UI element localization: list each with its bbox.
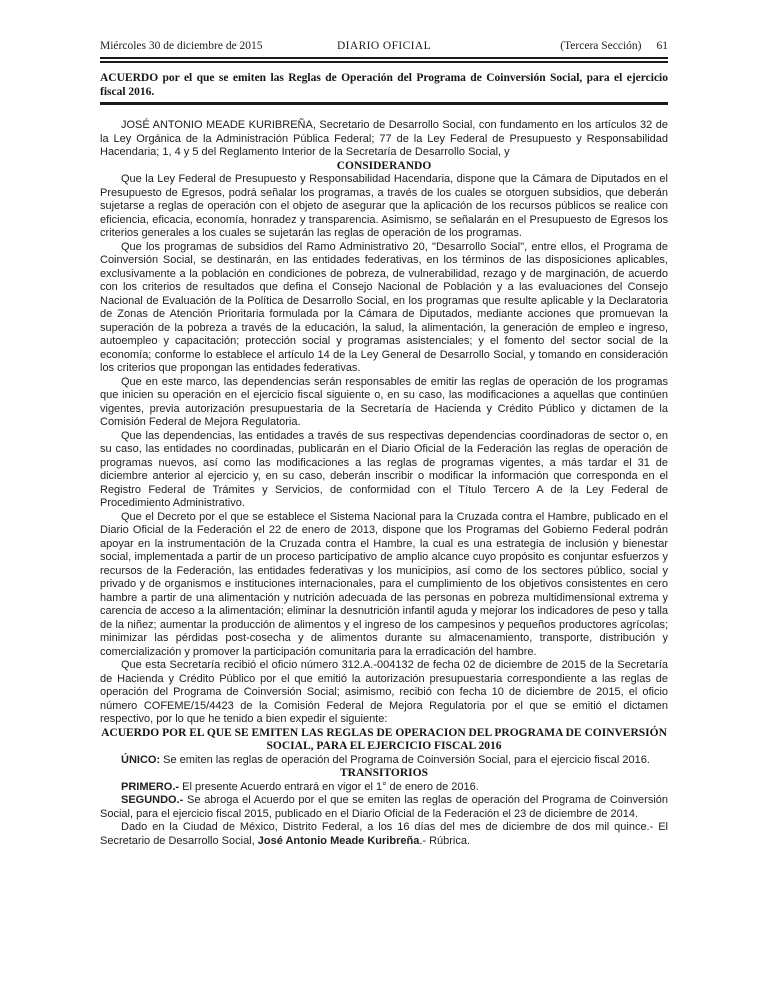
recital-paragraph: Que esta Secretaría recibió el oficio número 312.A.-004132 de fecha 02 de diciembre de 2015 de la Secretaría de Hacienda y Crédito Público por el que emitió la autorización presupuestaria correspondiente a las reglas de operación del Programa de Coinversión Social; asimismo, recibió con fecha 10 de diciembre de 2015, el oficio número COFEME/15/4423 de la Comisión Federal de Mejora Regulatoria por el que se emitió el dictamen respectivo, por lo que he tenido a bien expedir el siguiente: [100, 659, 668, 725]
primero-lead: PRIMERO.- [121, 780, 180, 793]
closing-paragraph [100, 821, 668, 848]
unico-article [100, 754, 668, 768]
gazette-page [100, 40, 668, 848]
segundo-text: Se abroga el Acuerdo por el que se emiten las reglas de operación del Programa de Coinversión Social, para el ejercicio fiscal 2015, publicado en el Diario Oficial de la Federación el 23 de diciembre de 2014. [100, 794, 669, 820]
decree-body [100, 119, 668, 848]
agreement-heading: ACUERDO POR EL QUE SE EMITEN LAS REGLAS DE OPERACION DEL PROGRAMA DE COINVERSIÓN SOCIAL, PARA EL EJERCICIO FISCAL 2016 [101, 726, 667, 752]
considerando-heading: CONSIDERANDO [336, 159, 432, 172]
recital-paragraph: Que las dependencias, las entidades a través de sus respectivas dependencias coordinadoras de sector o, en su caso, las entidades no coordinadas, publicarán en el Diario Oficial de la Federación las reglas de operación de programas nuevos, así como las modificaciones a las reglas de programas vigentes, a más tardar el 31 de diciembre anterior al ejercicio y, en su caso, deberán inscribir o modificar la información que corresponda en el Registro Federal de Trámites y Servicios, de conformidad con el Título Tercero A de la Ley Federal de Procedimiento Administrativo. [100, 429, 668, 509]
transitorios-heading: TRANSITORIOS [340, 767, 428, 779]
closing-text-post: .- Rúbrica. [419, 834, 471, 847]
header-double-rule [100, 57, 668, 63]
recital-paragraph: Que en este marco, las dependencias serán responsables de emitir las reglas de operación de los programas que inicien su operación en el ejercicio fiscal siguiente o, en su caso, las modificaciones a aquellas que continúen vigentes, previa autorización presupuestaria de la Secretaría de Hacienda y Crédito Público y dictamen de la Comisión Federal de Mejora Regulatoria. [100, 375, 668, 428]
closing-text-pre: Dado en la Ciudad de México, Distrito Federal, a los 16 días del mes de diciembre de dos mil quince.- El Secretario de Desarrollo Social, [100, 821, 668, 847]
recital-paragraph: Que el Decreto por el que se establece el Sistema Nacional para la Cruzada contra el Hambre, publicado en el Diario Oficial de la Federación el 22 de enero de 2013, dispone que los Programas del Gobierno Federal podrán apoyar en la instrumentación de la Cruzada contra el Hambre, la cual es una estrategia de inclusión y bienestar social, implementada a partir de un proceso participativo de amplio alcance cuyo propósito es conjuntar esfuerzos y recursos de la Federación, las entidades federativas y los municipios, así como de los sectores público, social y privado y de organismos e instituciones internacionales, para el cumplimiento de los objetivos consistentes en cero hambre a partir de una alimentación y nutrición adecuada de las personas en pobreza multidimensional extrema y carencia de acceso a la alimentación; eliminar la desnutrición infantil aguda y mejorar los indicadores de peso y talla de la niñez; aumentar la producción de alimentos y el ingreso de los campesinos y pequeños productores agrícolas; minimizar las pérdidas post-cosecha y de alimentos durante su almacenamiento, transporte, distribución y comercialización y promover la participación comunitaria para la erradicación del hambre. [100, 510, 668, 658]
recital-paragraph: Que la Ley Federal de Presupuesto y Responsabilidad Hacendaria, dispone que la Cámara de Diputados en el Presupuesto de Egresos, podrá señalar los programas, a través de los cuales se otorguen subsidios, que deberán sujetarse a reglas de operación con el objeto de asegurar que la aplicación de los recursos públicos se realice con eficiencia, eficacia, economía, honradez y transparencia. Asimismo, se señalarán en el Presupuesto de Egresos los criterios generales a los cuales se sujetarán las reglas de operación de los programas. [100, 173, 668, 239]
intro-paragraph: JOSÉ ANTONIO MEADE KURIBREÑA, Secretario de Desarrollo Social, con fundamento en los artículos 32 de la Ley Orgánica de la Administración Pública Federal; 77 de la Ley Federal de Presupuesto y Responsabilidad Hacendaria; 1, 4 y 5 del Reglamento Interior de la Secretaría de Desarrollo Social, y [100, 119, 668, 158]
header-section-page [431, 40, 668, 53]
primero-article [100, 781, 668, 795]
header-section-label: (Tercera Sección) [560, 40, 642, 52]
segundo-lead: SEGUNDO.- [121, 794, 184, 806]
running-header [100, 40, 668, 53]
title-divider-rule [100, 102, 668, 105]
header-publication-title: DIARIO OFICIAL [336, 40, 432, 52]
segundo-article [100, 794, 668, 821]
primero-text: El presente Acuerdo entrará en vigor el 1° de enero de 2016. [182, 780, 479, 793]
header-date: Miércoles 30 de diciembre de 2015 [100, 40, 263, 52]
unico-lead: ÚNICO: [121, 753, 161, 766]
unico-text: Se emiten las reglas de operación del Programa de Coinversión Social, para el ejercicio fiscal 2016. [163, 753, 650, 766]
header-page-number: 61 [656, 40, 668, 52]
signatory-name: José Antonio Meade Kuribreña [257, 834, 420, 847]
recital-paragraph: Que los programas de subsidios del Ramo Administrativo 20, "Desarrollo Social", entre ellos, el Programa de Coinversión Social, se destinarán, en las entidades federativas, en los términos de las disposiciones aplicables, exclusivamente a la población en condiciones de pobreza, de vulnerabilidad, rezago y de marginación, de acuerdo con los criterios de resultados que defina el Consejo Nacional de Población y a las evaluaciones del Consejo Nacional de Evaluación de la Política de Desarrollo Social, en los programas que resulte aplicable y la Declaratoria de Zonas de Atención Prioritaria formulada por la Cámara de Diputados, mediante acciones que promuevan la superación de la pobreza a través de la educación, la salud, la alimentación, la generación de empleo e ingreso, autoempleo y capacitación; protección social y programas asistenciales; y el fomento del sector social de la economía; conforme lo establece el artículo 14 de la Ley General de Desarrollo Social, y tomando en consideración los criterios que propongan las entidades federativas. [100, 240, 668, 374]
decree-title: ACUERDO por el que se emiten las Reglas de Operación del Programa de Coinversión Social, para el ejercicio fiscal 2016. [100, 72, 668, 98]
